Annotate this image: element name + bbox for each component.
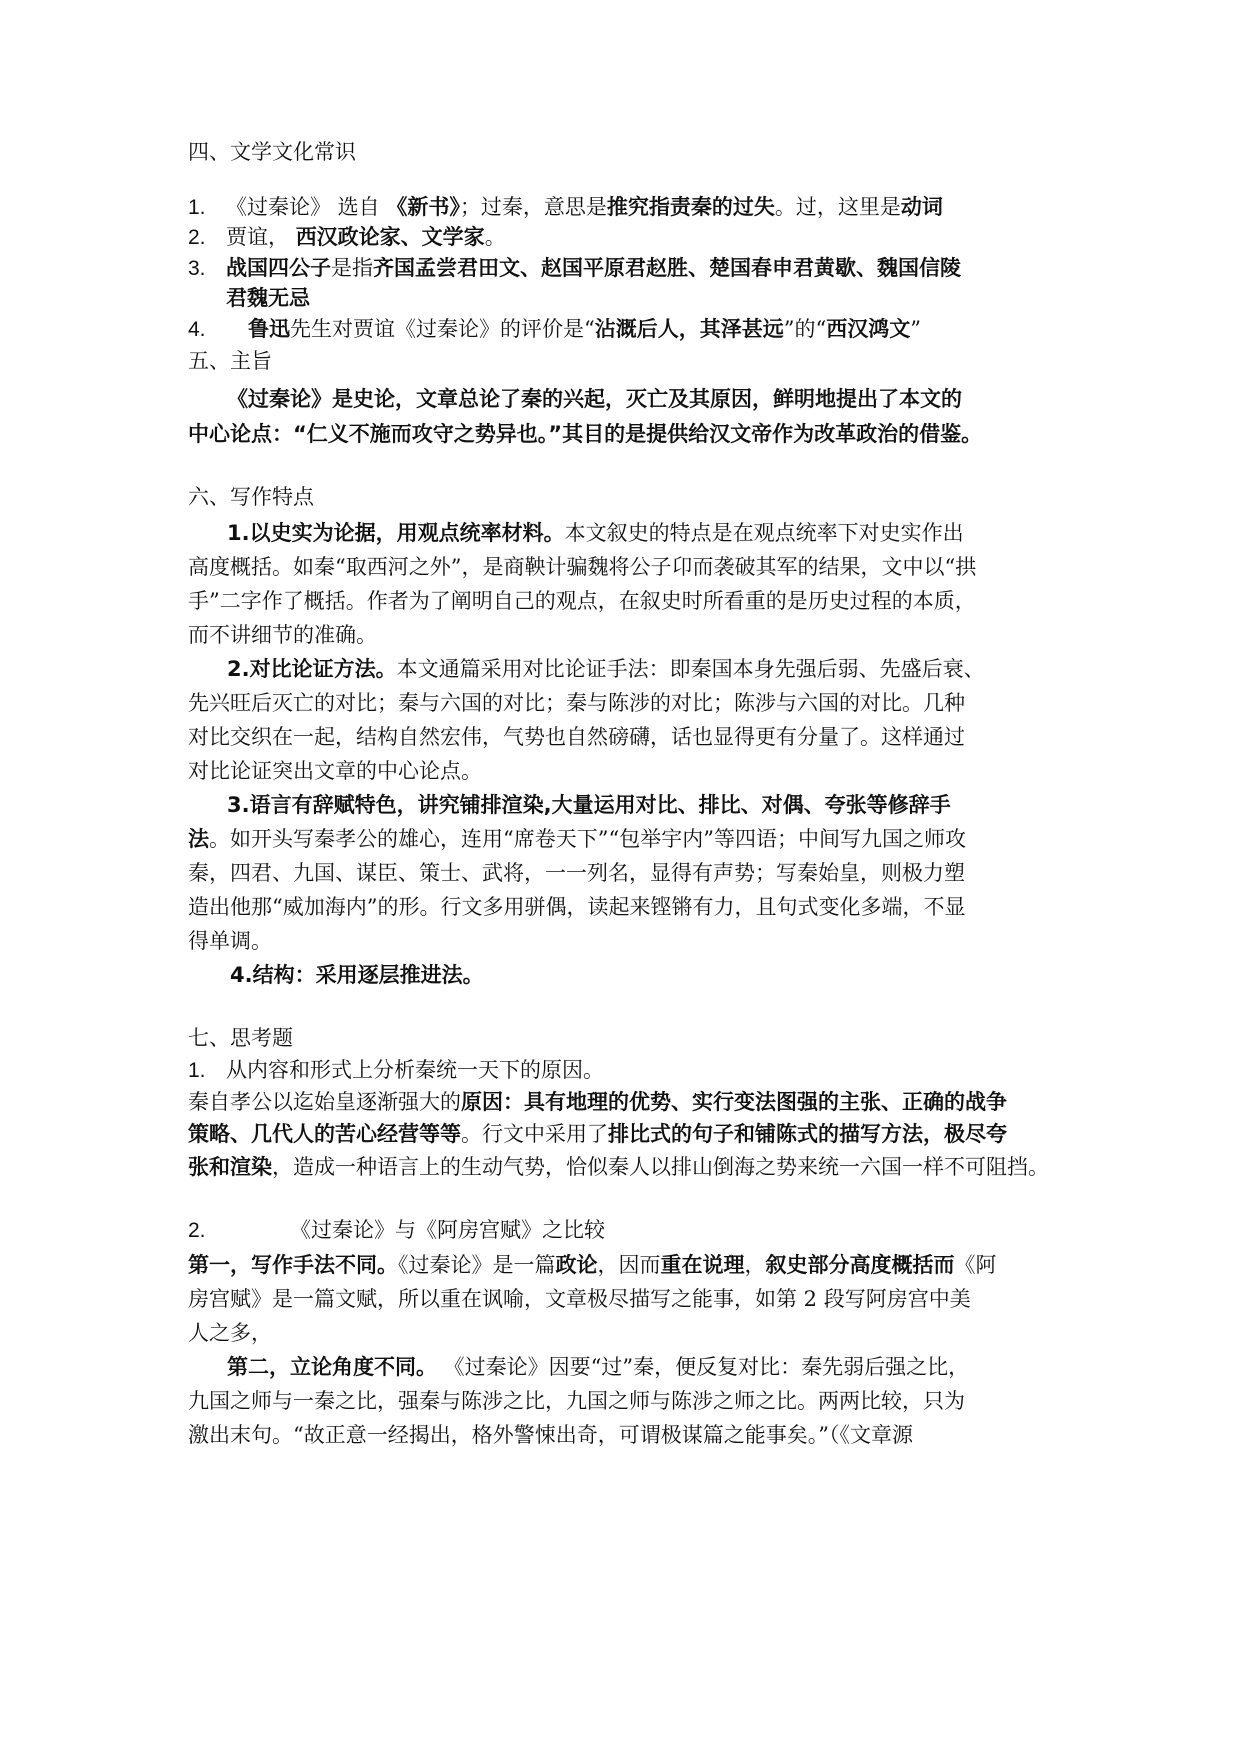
feature-1-line-3: 手”二字作了概括。作者为了阐明自己的观点，在叙史时所看重的是历史过程的本质， [188,589,976,613]
answer-1-line-3: 张和渲染，造成一种语言上的生动气势，恰似秦人以排山倒海之势来统一六国一样不可阻挡。 [188,1155,1049,1179]
feature-3-line-2: 法。如开头写秦孝公的雄心，连用“席卷天下”“包举宇内”等四语；中间写九国之师攻 [188,827,966,851]
comparison-2-line-1: 第二，立论角度不同。 《过秦论》因要“过”秦，便反复对比：秦先弱后强之比， [227,1355,970,1379]
list-item-2: 2. 贾谊， 西汉政论家、文学家。 [188,222,1068,253]
list-item-1: 1. 《过秦论》 选自 《新书》；过秦，意思是推究指责秦的过失。过，这里是动词 [188,192,1068,223]
comparison-1-line-1: 第一，写作手法不同。《过秦论》是一篇政论，因而重在说理，叙史部分高度概括而《阿 [188,1253,997,1277]
thesis-line-1: 《过秦论》是史论，文章总论了秦的兴起，灭亡及其原因，鲜明地提出了本文的 [227,387,962,411]
list-number: 2. [188,1219,206,1242]
feature-1-line-1: 1.以史实为论据，用观点统率材料。本文叙史的特点是在观点统率下对史实作出 [227,521,964,545]
answer-1-line-1: 秦自孝公以迄始皇逐渐强大的原因：具有地理的优势、实行变法图强的主张、正确的战争 [188,1090,1007,1114]
feature-3-line-5: 得单调。 [188,929,272,953]
feature-3-line-3: 秦，四君、九国、谋臣、策士、武将，一一列名，显得有声势；写秦始皇，则极力塑 [188,861,965,885]
list-number: 3. [188,257,206,280]
feature-2-line-1: 2.对比论证方法。本文通篇采用对比论证手法：即秦国本身先强后弱、先盛后衰、 [227,657,985,681]
feature-1-line-2: 高度概括。如秦“取西河之外”，是商鞅计骗魏将公子卬而袭破其军的结果，文中以“拱 [188,555,977,579]
list-number: 4. [188,318,206,341]
feature-2-line-2: 先兴旺后灭亡的对比；秦与六国的对比；秦与陈涉的对比；陈涉与六国的对比。几种 [188,691,965,715]
list-item-3: 3. 战国四公子是指齐国孟尝君田文、赵国平原君赵胜、楚国春申君黄歇、魏国信陵 [188,253,1068,284]
section-7-heading: 七、思考题 [188,1026,293,1050]
answer-1-line-2: 策略、几代人的苦心经营等等。行文中采用了排比式的句子和铺陈式的描写方法，极尽夸 [188,1122,1007,1146]
feature-2-line-3: 对比交织在一起，结构自然宏伟，气势也自然磅礴，话也显得更有分量了。这样通过 [188,725,965,749]
list-number: 1. [188,196,206,219]
feature-1-line-4: 而不讲细节的准确。 [188,623,377,647]
section-6-heading: 六、写作特点 [188,485,314,509]
list-item-4: 4. 鲁迅先生对贾谊《过秦论》的评价是“沾溉后人，其泽甚远”的“西汉鸿文” [188,314,1068,345]
feature-3-line-4: 造出他那“威加海内”的形。行文多用骈偶，读起来铿锵有力，且句式变化多端，不显 [188,895,966,919]
feature-3-line-1: 3.语言有辞赋特色，讲究铺排渲染,大量运用对比、排比、对偶、夸张等修辞手 [227,793,951,817]
feature-2-line-4: 对比论证突出文章的中心论点。 [188,759,482,783]
section-4-heading: 四、文学文化常识 [188,140,356,164]
feature-4-line: 4.结构：采用逐层推进法。 [230,963,484,987]
thesis-line-2: 中心论点：“仁义不施而攻守之势异也。”其目的是提供给汉文帝作为改革政治的借鉴。 [188,422,983,446]
comparison-1-line-2: 房宫赋》是一篇文赋，所以重在讽喻，文章极尽描写之能事，如第 2 段写阿房宫中美 [188,1287,971,1311]
list-number: 2. [188,226,206,249]
list-item-3-cont: 君魏无忌 [226,286,310,310]
comparison-2-line-2: 九国之师与一秦之比，强秦与陈涉之比，九国之师与陈涉之师之比。两两比较，只为 [188,1389,965,1413]
question-1: 1. 从内容和形式上分析秦统一天下的原因。 [188,1055,1068,1086]
list-number: 1. [188,1059,206,1082]
comparison-1-line-3: 人之多， [188,1321,272,1345]
section-5-heading: 五、主旨 [188,349,272,373]
question-2: 2. 《过秦论》与《阿房宫赋》之比较 [188,1215,1068,1246]
comparison-2-line-3: 激出末句。“故正意一经揭出，格外警悚出奇，可谓极谋篇之能事矣。”（《文章源 [188,1423,913,1447]
